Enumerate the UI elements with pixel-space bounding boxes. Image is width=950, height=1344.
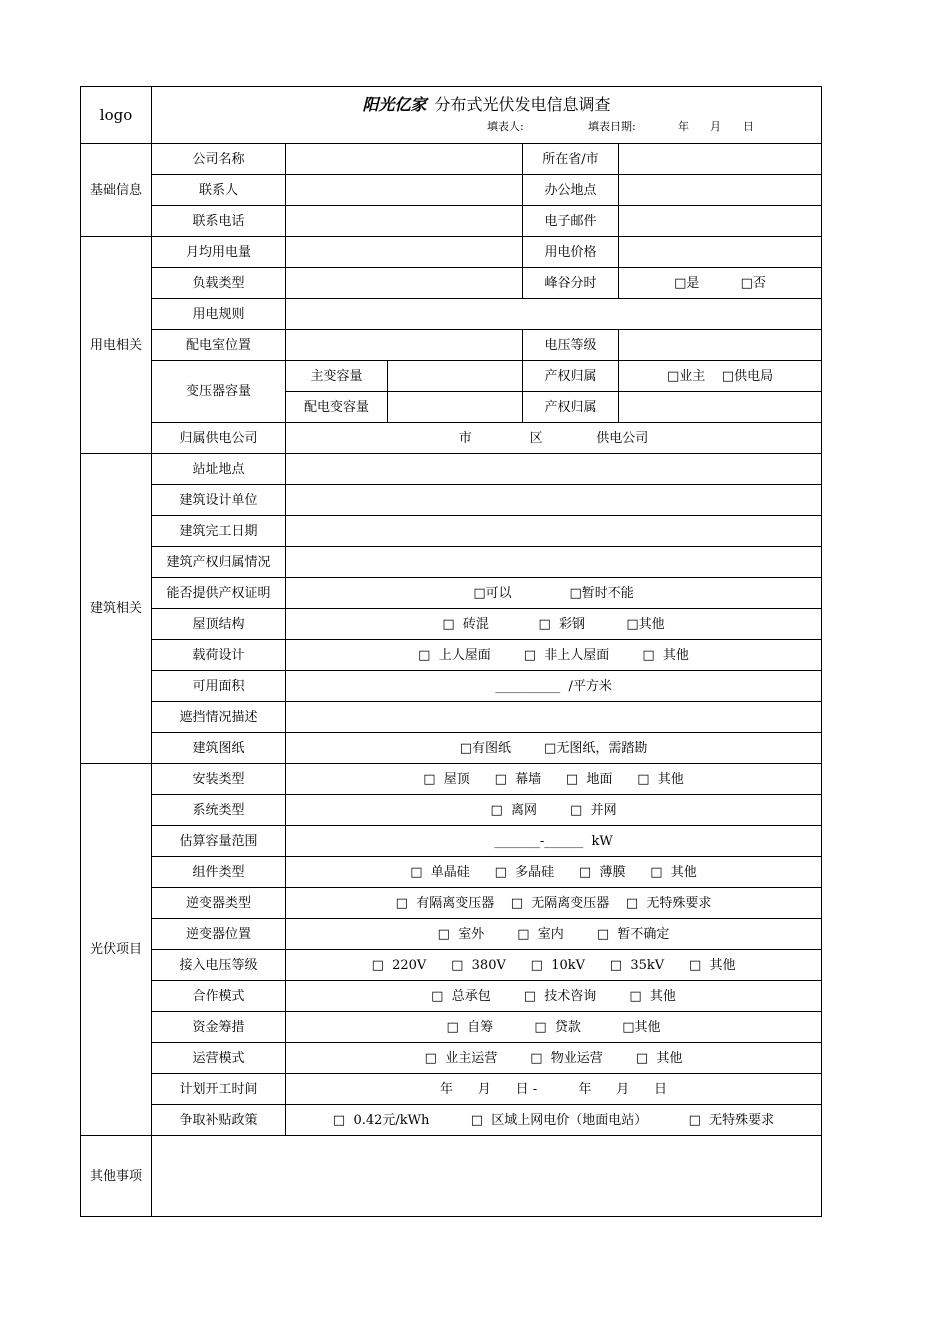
monthly-usage-field[interactable] — [286, 237, 523, 268]
filler-label: 填表人: — [487, 120, 524, 133]
site-field[interactable] — [286, 454, 822, 485]
label-phone: 联系电话 — [152, 206, 286, 237]
inverter-type-checkboxes[interactable]: □ 有隔离变压器 □ 无隔离变压器 □ 无特殊要求 — [286, 888, 822, 919]
ownership-checkboxes[interactable]: □业主 □供电局 — [619, 361, 822, 392]
email-field[interactable] — [619, 206, 822, 237]
operation-checkboxes[interactable]: □ 业主运营 □ 物业运营 □ 其他 — [286, 1043, 822, 1074]
section-basic: 基础信息 — [81, 144, 152, 237]
utility-field[interactable]: 市 区 供电公司 — [286, 423, 822, 454]
label-dist-capacity: 配电变容量 — [286, 392, 388, 423]
office-field[interactable] — [619, 175, 822, 206]
module-type-checkboxes[interactable]: □ 单晶硅 □ 多晶硅 □ 薄膜 □ 其他 — [286, 857, 822, 888]
label-usage-rule: 用电规则 — [152, 299, 286, 330]
label-system-type: 系统类型 — [152, 795, 286, 826]
label-area: 可用面积 — [152, 671, 286, 702]
date-day: 日 — [743, 120, 754, 133]
label-transformer: 变压器容量 — [152, 361, 286, 423]
section-pv: 光伏项目 — [81, 764, 152, 1136]
label-module-type: 组件类型 — [152, 857, 286, 888]
label-ownership-status: 建筑产权归属情况 — [152, 547, 286, 578]
label-peak-valley: 峰谷分时 — [523, 268, 619, 299]
label-inverter-type: 逆变器类型 — [152, 888, 286, 919]
label-inverter-location: 逆变器位置 — [152, 919, 286, 950]
inverter-location-checkboxes[interactable]: □ 室外 □ 室内 □ 暂不确定 — [286, 919, 822, 950]
survey-form — [80, 86, 822, 1217]
other-notes-field[interactable] — [152, 1136, 822, 1217]
province-city-field[interactable] — [619, 144, 822, 175]
label-load-design: 载荷设计 — [152, 640, 286, 671]
section-other: 其他事项 — [81, 1136, 152, 1217]
peak-valley-checkboxes[interactable]: □是 □否 — [619, 268, 822, 299]
title-text: 分布式光伏发电信息调查 — [434, 95, 611, 114]
form-header — [152, 87, 822, 144]
label-shading: 遮挡情况描述 — [152, 702, 286, 733]
label-operation: 运营模式 — [152, 1043, 286, 1074]
label-completion-date: 建筑完工日期 — [152, 516, 286, 547]
label-ownership-2: 产权归属 — [523, 392, 619, 423]
label-certificate: 能否提供产权证明 — [152, 578, 286, 609]
usage-rule-field[interactable] — [286, 299, 822, 330]
label-contact: 联系人 — [152, 175, 286, 206]
cooperation-checkboxes[interactable]: □ 总承包 □ 技术咨询 □ 其他 — [286, 981, 822, 1012]
system-type-checkboxes[interactable]: □ 离网 □ 并网 — [286, 795, 822, 826]
ownership-2-field[interactable] — [619, 392, 822, 423]
label-funding: 资金筹措 — [152, 1012, 286, 1043]
label-monthly-usage: 月均用电量 — [152, 237, 286, 268]
shading-field[interactable] — [286, 702, 822, 733]
label-cooperation: 合作模式 — [152, 981, 286, 1012]
drawings-checkboxes[interactable]: □有图纸 □无图纸，需踏勘 — [286, 733, 822, 764]
date-label: 填表日期: — [588, 120, 636, 133]
section-building: 建筑相关 — [81, 454, 152, 764]
label-utility: 归属供电公司 — [152, 423, 286, 454]
label-roof: 屋顶结构 — [152, 609, 286, 640]
start-time-field[interactable]: 年 月 日 - 年 月 日 — [286, 1074, 822, 1105]
install-type-checkboxes[interactable]: □ 屋顶 □ 幕墙 □ 地面 □ 其他 — [286, 764, 822, 795]
funding-checkboxes[interactable]: □ 自筹 □ 贷款 □其他 — [286, 1012, 822, 1043]
label-install-type: 安装类型 — [152, 764, 286, 795]
completion-date-field[interactable] — [286, 516, 822, 547]
label-province-city: 所在省/市 — [523, 144, 619, 175]
capacity-field[interactable]: _______-______ kW — [286, 826, 822, 857]
section-power: 用电相关 — [81, 237, 152, 454]
phone-field[interactable] — [286, 206, 523, 237]
label-design-unit: 建筑设计单位 — [152, 485, 286, 516]
load-design-checkboxes[interactable]: □ 上人屋面 □ 非上人屋面 □ 其他 — [286, 640, 822, 671]
company-name-field[interactable] — [286, 144, 523, 175]
roof-checkboxes[interactable]: □ 砖混 □ 彩钢 □其他 — [286, 609, 822, 640]
certificate-checkboxes[interactable]: □可以 □暂时不能 — [286, 578, 822, 609]
label-main-capacity: 主变容量 — [286, 361, 388, 392]
label-load-type: 负载类型 — [152, 268, 286, 299]
room-location-field[interactable] — [286, 330, 523, 361]
label-price: 用电价格 — [523, 237, 619, 268]
brand-name: 阳光亿家 — [362, 95, 427, 114]
label-company-name: 公司名称 — [152, 144, 286, 175]
label-subsidy: 争取补贴政策 — [152, 1105, 286, 1136]
area-field[interactable]: __________ /平方米 — [286, 671, 822, 702]
label-email: 电子邮件 — [523, 206, 619, 237]
price-field[interactable] — [619, 237, 822, 268]
date-year: 年 — [678, 120, 689, 133]
label-start-time: 计划开工时间 — [152, 1074, 286, 1105]
label-site: 站址地点 — [152, 454, 286, 485]
voltage-level-field[interactable] — [619, 330, 822, 361]
label-capacity: 估算容量范围 — [152, 826, 286, 857]
access-voltage-checkboxes[interactable]: □ 220V □ 380V □ 10kV □ 35kV □ 其他 — [286, 950, 822, 981]
subsidy-checkboxes[interactable]: □ 0.42元/kWh □ 区域上网电价（地面电站） □ 无特殊要求 — [286, 1105, 822, 1136]
design-unit-field[interactable] — [286, 485, 822, 516]
label-drawings: 建筑图纸 — [152, 733, 286, 764]
main-capacity-field[interactable] — [388, 361, 523, 392]
label-voltage-level: 电压等级 — [523, 330, 619, 361]
form-title — [152, 97, 821, 112]
label-ownership: 产权归属 — [523, 361, 619, 392]
load-type-field[interactable] — [286, 268, 523, 299]
logo-placeholder: logo — [81, 87, 152, 144]
label-room-location: 配电室位置 — [152, 330, 286, 361]
label-access-voltage: 接入电压等级 — [152, 950, 286, 981]
label-office: 办公地点 — [523, 175, 619, 206]
contact-field[interactable] — [286, 175, 523, 206]
dist-capacity-field[interactable] — [388, 392, 523, 423]
date-month: 月 — [710, 120, 721, 133]
ownership-status-field[interactable] — [286, 547, 822, 578]
